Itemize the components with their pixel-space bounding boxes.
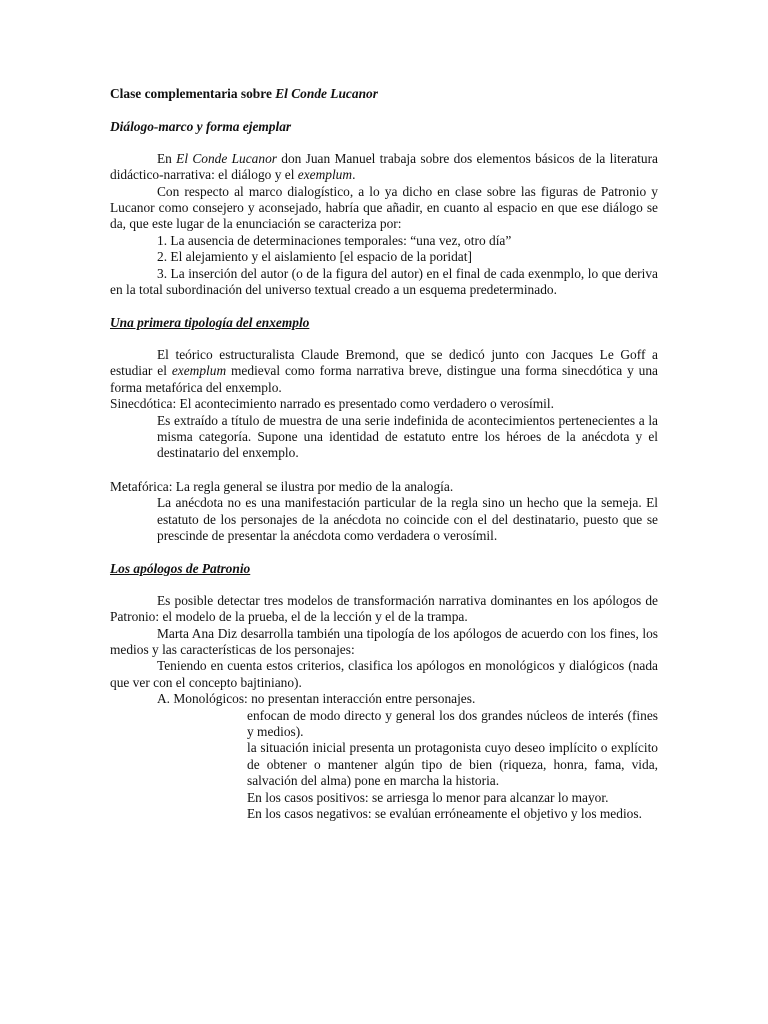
section-heading-dialogo: Diálogo-marco y forma ejemplar <box>110 119 292 135</box>
list-item-2: 2. El alejamiento y el aislamiento [el espacio de la poridat] <box>157 249 472 265</box>
definition-sinecdotica: Sinecdótica: El acontecimiento narrado es presentado como verdadero o verosímil. <box>110 396 554 412</box>
paragraph-marco: Con respecto al marco dialogístico, a lo ya dicho en clase sobre las figuras de Patronio y Lucanor como consejero y aconsejado, habría que añadir, en cuanto al espacio en que ese diálogo se da, que este lugar de la enunciación se caracteriza por: <box>110 183 658 232</box>
document-body <box>110 86 658 822</box>
section-heading-tipologia: Una primera tipología del enxemplo <box>110 315 310 331</box>
paragraph-bremond: El teórico estructuralista Claude Bremond, que se dedicó junto con Jacques Le Goff a estudiar el exemplum medieval como forma narrativa breve, distingue una forma sinecdótica y una forma metafórica del enxemplo. <box>110 346 659 395</box>
section-heading-apologos: Los apólogos de Patronio <box>110 561 251 577</box>
paragraph-intro: En El Conde Lucanor don Juan Manuel trabaja sobre dos elementos básicos de la literatura didáctico-narrativa: el diálogo y el exemplum. <box>110 150 658 183</box>
definition-metaforica-detail: La anécdota no es una manifestación particular de la regla sino un hecho que la semeja. El estatuto de los personajes de la anécdota no coincide con el del destinatario, puesto que se prescinde de presentar la anécdota como verdadera o verosímil. <box>157 495 658 543</box>
document-title <box>110 86 658 102</box>
sub-item-1: enfocan de modo directo y general los dos grandes núcleos de interés (fines y medios). <box>247 707 658 739</box>
sub-item-4: En los casos negativos: se evalúan erróneamente el objetivo y los medios. <box>247 806 642 822</box>
paragraph-modelos: Es posible detectar tres modelos de transformación narrativa dominantes en los apólogos de Patronio: el modelo de la prueba, el de la lección y el de la trampa. <box>110 592 658 625</box>
list-item-1: 1. La ausencia de determinaciones temporales: “una vez, otro día” <box>157 232 512 248</box>
paragraph-criterios: Teniendo en cuenta estos criterios, clasifica los apólogos en monológicos y dialógicos (nada que ver con el concepto bajtiniano). <box>110 658 658 690</box>
definition-metaforica: Metafórica: La regla general se ilustra por medio de la analogía. <box>110 478 454 494</box>
paragraph-monologicos: A. Monológicos: no presentan interacción entre personajes. <box>157 691 476 707</box>
sub-item-3: En los casos positivos: se arriesga lo menor para alcanzar lo mayor. <box>247 789 609 805</box>
paragraph-diz: Marta Ana Diz desarrolla también una tipología de los apólogos de acuerdo con los fines, los medios y las características de los personajes: <box>110 625 658 657</box>
sub-item-2: la situación inicial presenta un protagonista cuyo deseo implícito o explícito de obtener o mantener algún tipo de bien (riqueza, honra, fama, vida, salvación del alma) pone en marcha la historia. <box>247 740 658 789</box>
list-item-3: 3. La inserción del autor (o de la figura del autor) en el final de cada exenmplo, lo que deriva en la total subordinación del universo textual creado a un esquema predeterminado. <box>110 265 658 298</box>
definition-sinecdotica-detail: Es extraído a título de muestra de una serie indefinida de acontecimientos pertenecientes a la misma categoría. Supone una identidad de estatuto entre los héroes de la anécdota y el destinatario del enxemplo. <box>157 412 658 461</box>
title-text: Clase complementaria sobre <box>110 86 276 101</box>
title-work: El Conde Lucanor <box>275 86 378 101</box>
